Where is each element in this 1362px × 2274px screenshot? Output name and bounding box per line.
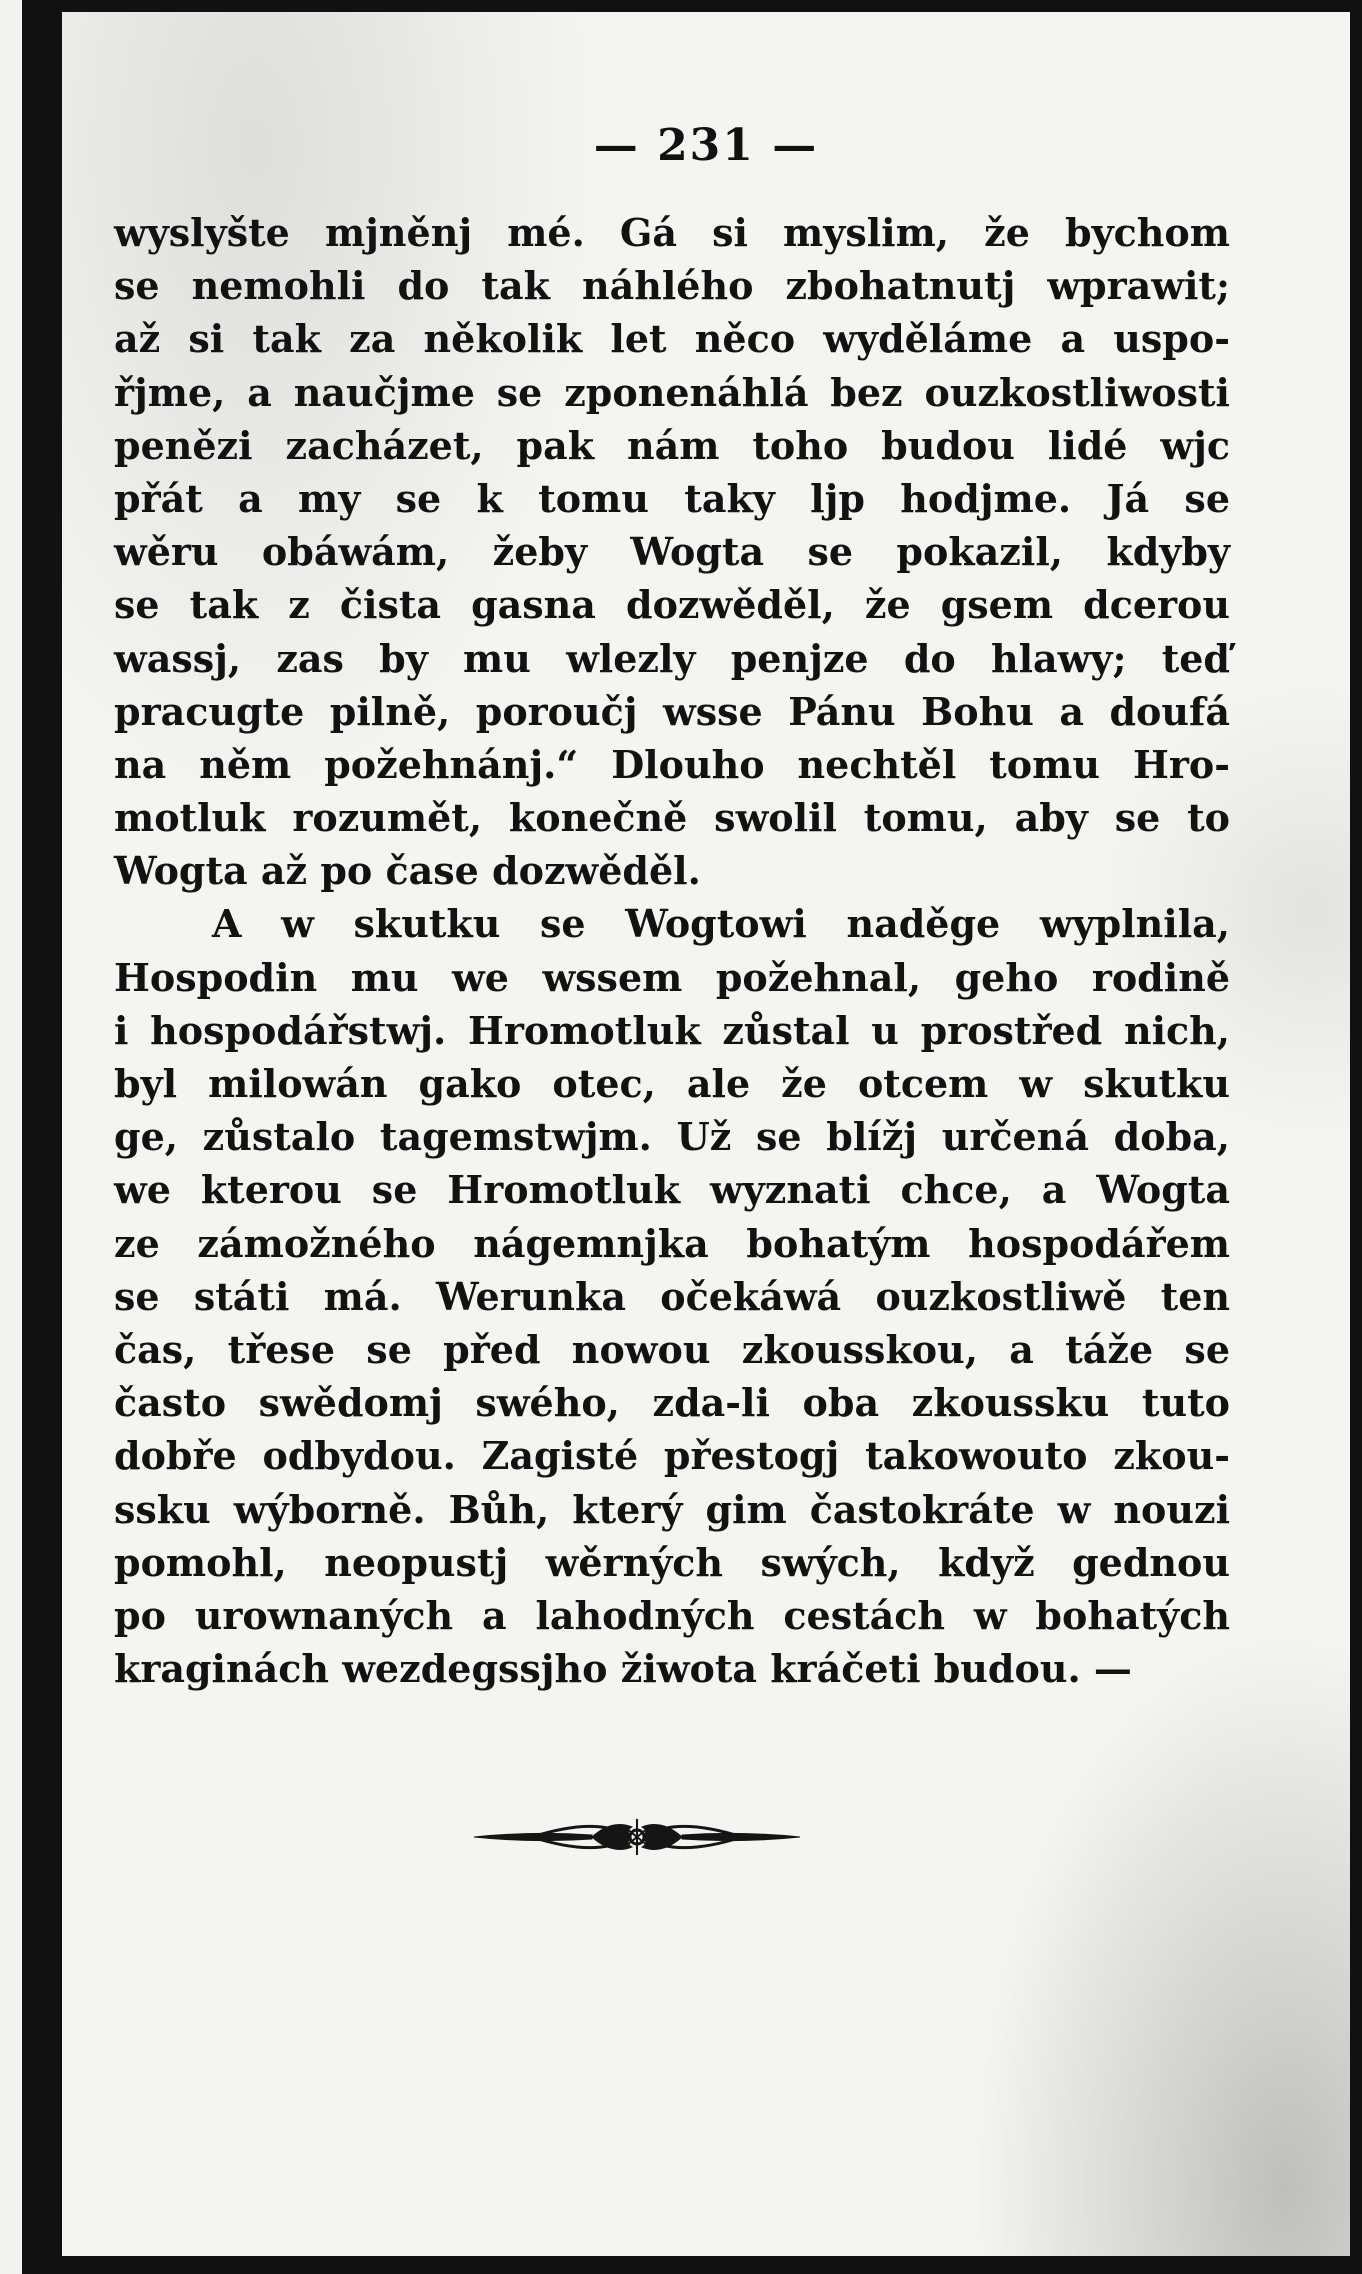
text-line: ze zámožného nágemnjka bohatým hospodářem (114, 1220, 1230, 1266)
text-line: až si tak za několik let něco wyděláme a uspo- (114, 316, 1230, 362)
text-line: často swědomj swého, zda-li oba zkoussku tuto (114, 1380, 1230, 1426)
text-line: i hospodářstwj. Hromotluk zůstal u prostřed nich, (114, 1007, 1230, 1053)
text-line: ssku wýborně. Bůh, který gim častokráte w nouzi (114, 1486, 1230, 1532)
text-line: se státi má. Werunka očekáwá ouzkostliwě ten (114, 1273, 1230, 1319)
body-text (114, 206, 1230, 1695)
text-line: motluk rozumět, konečně swolil tomu, aby se to (114, 795, 1230, 841)
text-line: ge, zůstalo tagemstwjm. Už se blížj určená doba, (114, 1114, 1230, 1160)
text-line: A w skutku se Wogtowi naděge wyplnila, (212, 901, 1230, 947)
text-line: pomohl, neopustj wěrných swých, když gednou (114, 1539, 1230, 1585)
text-line: se nemohli do tak náhlého zbohatnutj wprawit; (114, 263, 1230, 309)
text-line: pracugte pilně, poroučj wsse Pánu Bohu a doufá (114, 688, 1230, 734)
fleuron-ornament-icon (472, 1807, 802, 1867)
text-line: wěru obáwám, žeby Wogta se pokazil, kdyby (114, 529, 1230, 575)
text-line: přát a my se k tomu taky ljp hodjme. Já se (114, 475, 1230, 521)
text-line: penězi zacházet, pak nám toho budou lidé wjc (114, 422, 1230, 468)
page-number: — 231 — (593, 120, 819, 171)
book-page (62, 12, 1350, 2256)
text-line: na něm požehnánj.“ Dlouho nechtěl tomu Hro- (114, 741, 1230, 787)
text-line: čas, třese se před nowou zkousskou, a táže se (114, 1326, 1230, 1372)
previous-page-edge (0, 0, 22, 2274)
text-line: wyslyšte mjněnj mé. Gá si myslim, že bychom (114, 210, 1230, 255)
text-line: Hospodin mu we wssem požehnal, geho rodině (114, 954, 1230, 1000)
text-line: dobře odbydou. Zagisté přestogj takowouto zkou- (114, 1433, 1230, 1479)
text-line: Wogta až po čase dozwěděl. (114, 848, 701, 894)
text-line: wassj, zas by mu wlezly penjze do hlawy; teď (114, 635, 1230, 681)
text-line: po urownaných a lahodných cestách w bohatých (114, 1592, 1230, 1638)
text-line: kraginách wezdegssjho žiwota kráčeti budou. — (114, 1646, 1132, 1692)
text-line: řjme, a naučjme se zponenáhlá bez ouzkostliwosti (114, 369, 1230, 415)
text-line: we kterou se Hromotluk wyznati chce, a Wogta (114, 1167, 1230, 1213)
text-line: se tak z čista gasna dozwěděl, že gsem dcerou (114, 582, 1230, 628)
text-line: byl milowán gako otec, ale že otcem w skutku (114, 1061, 1230, 1106)
